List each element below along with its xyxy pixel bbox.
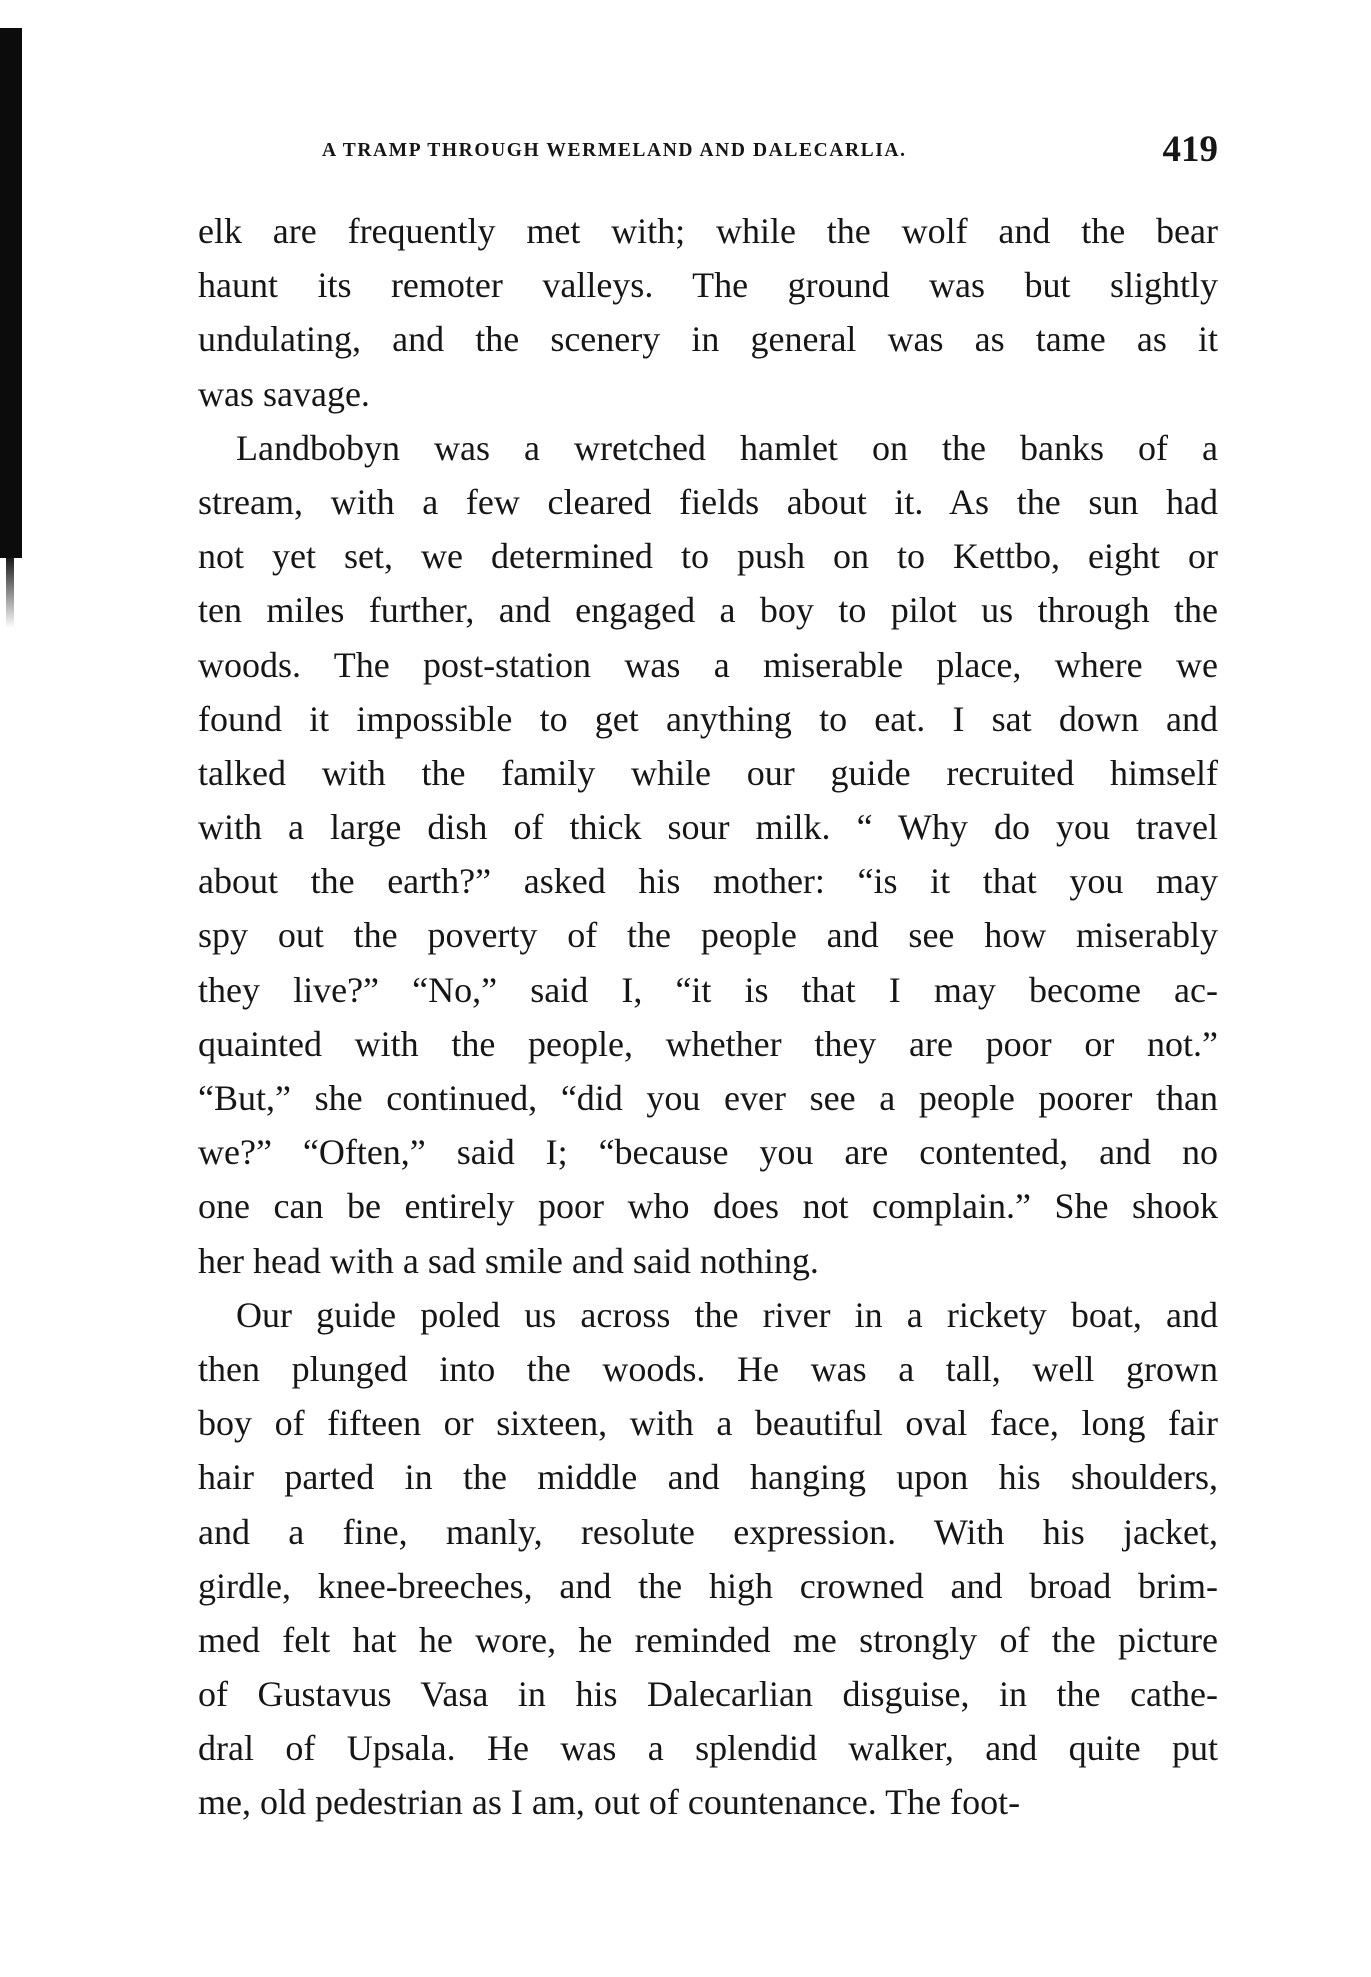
text-line: not yet set, we determined to push on to Kettbo, eight or <box>198 536 1218 577</box>
text-line: ten miles further, and engaged a boy to pilot us through the <box>198 590 1218 631</box>
book-binding-shadow <box>0 28 22 558</box>
text-line: “But,” she continued, “did you ever see a people poorer than <box>198 1078 1218 1118</box>
text-line: we?” “Often,” said I; “because you are contented, and no <box>198 1132 1218 1173</box>
page-number: 419 <box>1162 129 1218 170</box>
paragraph <box>198 421 1218 1288</box>
text-line: girdle, knee-breeches, and the high crowned and broad brim- <box>198 1565 1218 1606</box>
text-line: talked with the family while our guide recruited himself <box>198 752 1218 793</box>
binding-shadow-fade <box>6 558 14 628</box>
text-line: me, old pedestrian as I am, out of countenance. The foot- <box>198 1782 1021 1823</box>
text-line: Landbobyn was a wretched hamlet on the banks of a <box>236 427 1218 468</box>
text-line: about the earth?” asked his mother: “is it that you may <box>198 861 1218 902</box>
running-title: A TRAMP THROUGH WERMELAND AND DALECARLIA. <box>322 140 907 161</box>
text-line: stream, with a few cleared fields about it. As the sun had <box>198 481 1218 522</box>
text-line: spy out the poverty of the people and see how miserably <box>198 915 1218 956</box>
text-line: then plunged into the woods. He was a tall, well grown <box>198 1348 1218 1389</box>
text-line: with a large dish of thick sour milk. “ Why do you travel <box>198 807 1218 848</box>
text-line: was savage. <box>198 373 370 414</box>
text-line: one can be entirely poor who does not complain.” She shook <box>198 1186 1218 1227</box>
body-text <box>198 204 1218 1830</box>
text-line: boy of fifteen or sixteen, with a beautiful oval face, long fair <box>198 1403 1218 1444</box>
text-line: woods. The post-station was a miserable place, where we <box>198 644 1218 685</box>
paragraph <box>198 204 1218 421</box>
text-line: med felt hat he wore, he reminded me strongly of the picture <box>198 1619 1218 1660</box>
book-page <box>198 126 1218 1830</box>
text-line: of Gustavus Vasa in his Dalecarlian disguise, in the cathe- <box>198 1674 1218 1715</box>
text-line: Our guide poled us across the river in a rickety boat, and <box>236 1294 1218 1335</box>
text-line: her head with a sad smile and said nothing. <box>198 1240 819 1281</box>
text-line: they live?” “No,” said I, “it is that I may become ac- <box>198 969 1218 1010</box>
running-head <box>198 126 1218 182</box>
text-line: and a fine, manly, resolute expression. With his jacket, <box>198 1511 1218 1552</box>
text-line: quainted with the people, whether they are poor or not.” <box>198 1023 1218 1064</box>
paragraph <box>198 1288 1218 1830</box>
text-line: dral of Upsala. He was a splendid walker, and quite put <box>198 1728 1218 1769</box>
text-line: found it impossible to get anything to eat. I sat down and <box>198 698 1218 739</box>
text-line: elk are frequently met with; while the wolf and the bear <box>198 211 1218 251</box>
text-line: haunt its remoter valleys. The ground was but slightly <box>198 265 1218 306</box>
text-line: undulating, and the scenery in general was as tame as it <box>198 319 1218 360</box>
text-line: hair parted in the middle and hanging upon his shoulders, <box>198 1457 1218 1498</box>
